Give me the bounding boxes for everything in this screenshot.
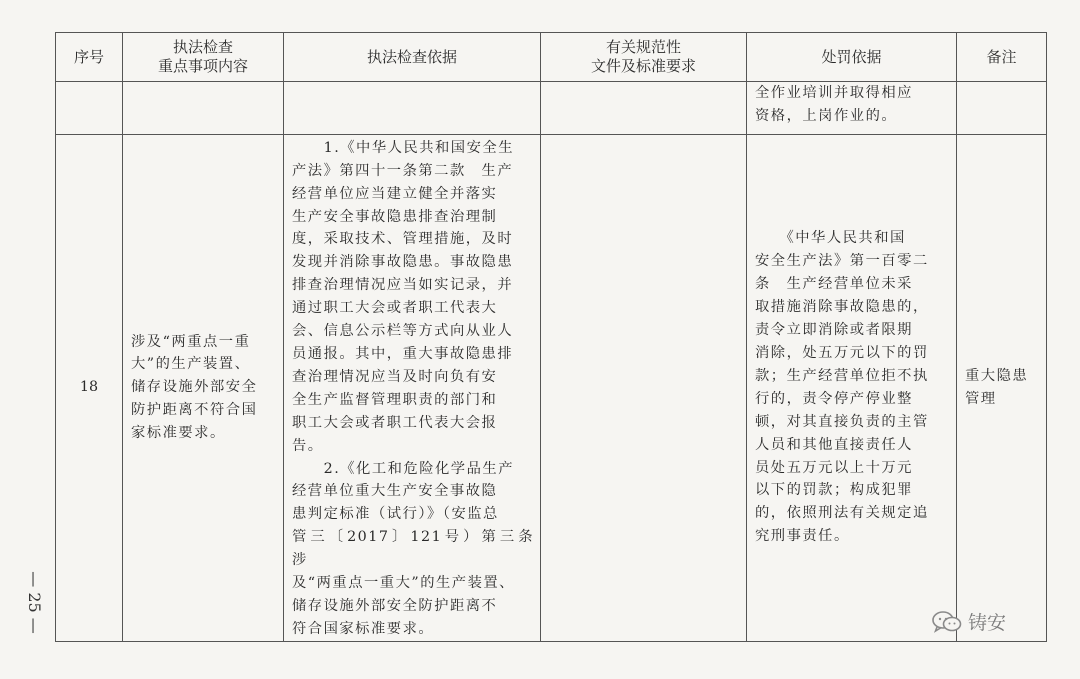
header-penalty: 处罚依据: [747, 33, 957, 82]
header-norms: [541, 33, 747, 82]
cell-note: [957, 82, 1047, 135]
table-header-row: [56, 33, 1047, 82]
header-basis: 执法检查依据: [284, 33, 541, 82]
cell-norms: [541, 82, 747, 135]
inspection-table: [55, 32, 1047, 642]
cell-item: [123, 82, 284, 135]
header-key-item: [123, 33, 284, 82]
cell-basis: [284, 134, 541, 641]
cell-basis-text: 1.《中华人民共和国安全生 产法》第四十一条第二款 生产 经营单位应当建立健全并落实 生产安全事故隐患排查治理制 度，采取技术、管理措施，及时 发现并消除事故隐患。事故隐患 排查治理情况应当如实记录，并 通过职工大会或者职工代表大 会、信息公示栏等方式向从业人 员通报。其中，重大事故隐患排 查治理情况应当及时向负有安 全生产监督管理职责的部门和 职工大会或者职工代表大会报 告。 2.《化工和危险化学品生产 经营单位重大生产安全事故隐 患判定标准（试行）》（安监总 管三〔2017〕121号）第三条 涉 及“两重点一重大”的生产装置、 储存设施外部安全防护距离不 符合国家标准要求。: [292, 139, 534, 637]
watermark-text: 铸安: [968, 612, 1007, 634]
header-note: 备注: [957, 33, 1047, 82]
cell-penalty: [747, 82, 957, 135]
cell-item-text: 涉及“两重点一重 大”的生产装置、 储存设施外部安全 防护距离不符合国 家标准要求。: [131, 333, 258, 442]
cell-no-text: 18: [79, 379, 99, 396]
watermark: [932, 608, 1006, 635]
cell-item: [123, 134, 284, 641]
page-number-text: — 25 —: [24, 570, 44, 634]
cell-penalty-text: 《中华人民共和国 安全生产法》第一百零二 条 生产经营单位未采 取措施消除事故隐患的， 责令立即消除或者限期 消除，处五万元以下的罚 款；生产经营单位拒不执 行的，责令停产停业整 顿，对其直接负责的主管 人员和其他直接责任人 员处五万元以上十万元 以下的罚款；构成犯罪 的，依照刑法有关规定追 究刑事责任。: [755, 230, 929, 545]
wechat-icon: [932, 610, 962, 634]
table-row-continuation: [56, 82, 1047, 135]
cell-no: [56, 134, 123, 641]
cell-no: [56, 82, 123, 135]
cell-penalty: [747, 134, 957, 641]
cell-norms: [541, 134, 747, 641]
cell-basis-text: [284, 82, 540, 84]
table-row: [56, 134, 1047, 641]
header-key-item-text: 执法检查 重点事项内容: [157, 38, 248, 75]
page-number: [6, 548, 62, 656]
header-norms-text: 有关规范性 文件及标准要求: [590, 38, 696, 75]
cell-penalty-text: 全作业培训并取得相应 资格，上岗作业的。: [755, 85, 913, 124]
cell-note-text: 重大隐患 管理: [965, 367, 1029, 407]
cell-basis: [284, 82, 541, 135]
cell-note: [957, 134, 1047, 641]
header-serial-no: 序号: [56, 33, 123, 82]
